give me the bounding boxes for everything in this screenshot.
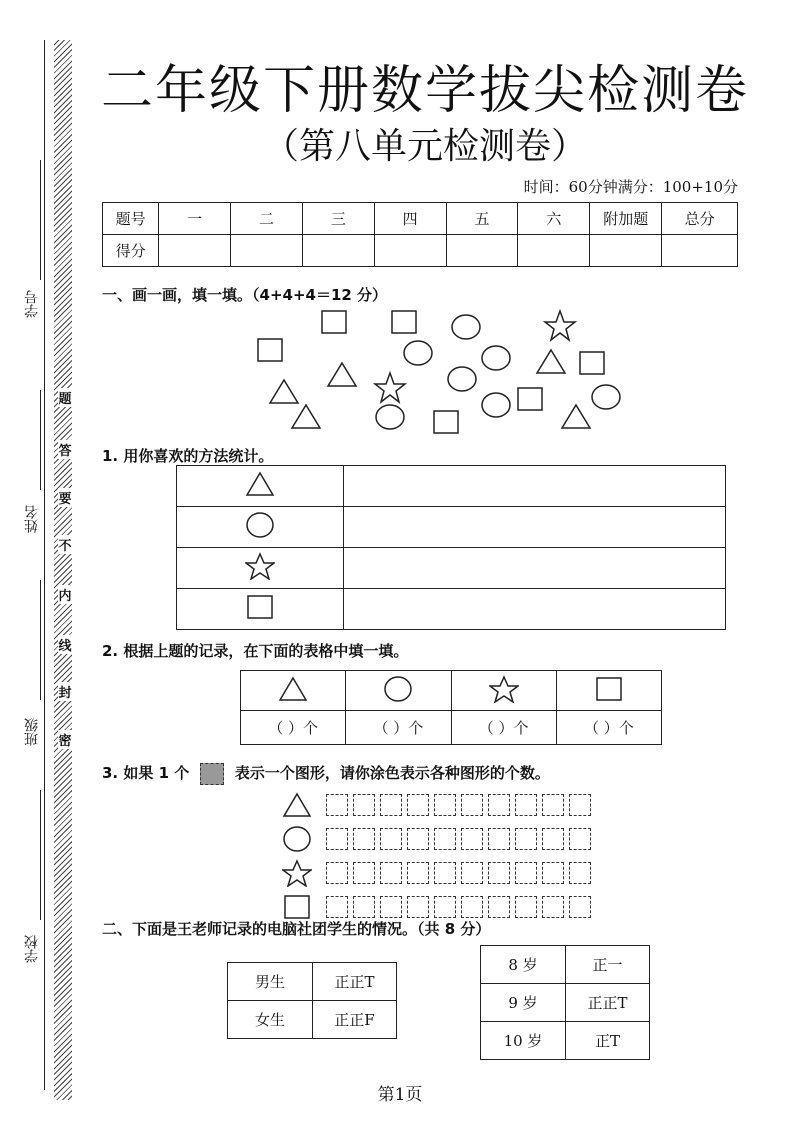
- circle-icon: [376, 405, 404, 429]
- grid-box[interactable]: [461, 794, 483, 816]
- score-cell[interactable]: [302, 235, 374, 267]
- grid-box[interactable]: [488, 794, 510, 816]
- circle-icon: [383, 675, 413, 703]
- grid-box[interactable]: [353, 828, 375, 850]
- age-tally: 正正T: [566, 984, 650, 1022]
- grid-box[interactable]: [380, 896, 402, 918]
- grid-box[interactable]: [380, 828, 402, 850]
- shape-header: [241, 671, 346, 711]
- grid-box[interactable]: [542, 896, 564, 918]
- score-cell[interactable]: [159, 235, 231, 267]
- score-row-label: 得分: [103, 235, 159, 267]
- shape-cell: [177, 548, 344, 589]
- score-header-cell: 六: [518, 203, 590, 235]
- time-info: 时间：60分钟满分：100+10分: [523, 178, 738, 196]
- school-label: 学校: [24, 935, 40, 963]
- circle-icon: [482, 393, 510, 417]
- seal-word: 线: [58, 635, 72, 654]
- count-blank[interactable]: （ ）个: [556, 711, 661, 745]
- square-icon: [258, 339, 282, 361]
- triangle-icon: [282, 792, 312, 818]
- coloring-row: [282, 856, 596, 890]
- grid-box[interactable]: [488, 862, 510, 884]
- gender-label: 女生: [228, 1001, 313, 1039]
- grid-box[interactable]: [461, 828, 483, 850]
- coloring-row: [282, 822, 596, 856]
- grid-box[interactable]: [542, 794, 564, 816]
- section-2-heading: 二、下面是王老师记录的电脑社团学生的情况。（共 8 分）: [102, 920, 491, 938]
- name-line: [40, 390, 41, 490]
- star-icon: [282, 859, 312, 887]
- square-icon: [594, 675, 624, 703]
- seal-word: 封: [58, 682, 72, 701]
- grid-box[interactable]: [569, 862, 591, 884]
- score-cell[interactable]: [446, 235, 518, 267]
- star-icon: [375, 373, 405, 402]
- grid-box[interactable]: [461, 862, 483, 884]
- grid-box[interactable]: [542, 828, 564, 850]
- tally-record-table: [176, 465, 726, 630]
- square-icon: [580, 352, 604, 374]
- student-no-label: 学号: [24, 290, 40, 318]
- score-cell[interactable]: [231, 235, 303, 267]
- name-label: 姓名: [24, 505, 40, 533]
- class-line: [40, 580, 41, 700]
- count-blank[interactable]: （ ）个: [346, 711, 451, 745]
- square-icon: [322, 311, 346, 333]
- triangle-icon: [245, 471, 275, 497]
- triangle-icon: [292, 405, 320, 428]
- shapes-collection: [240, 305, 640, 440]
- shape-header: [346, 671, 451, 711]
- age-tally-table: [480, 945, 650, 1060]
- star-icon: [545, 311, 575, 340]
- margin-border-line: [44, 40, 45, 1090]
- seal-word: 内: [58, 585, 72, 604]
- shape-cell: [177, 466, 344, 507]
- tally-input-cell[interactable]: [344, 466, 726, 507]
- grid-box[interactable]: [542, 862, 564, 884]
- score-header-cell: 附加题: [590, 203, 662, 235]
- count-blank[interactable]: （ ）个: [451, 711, 556, 745]
- page-title: 二年级下册数学拔尖检测卷: [100, 61, 749, 121]
- score-cell[interactable]: [374, 235, 446, 267]
- seal-word: 密: [58, 730, 72, 749]
- score-cell[interactable]: [662, 235, 738, 267]
- grid-box[interactable]: [353, 862, 375, 884]
- question-3: 3. 如果 1 个 表示一个图形，请你涂色表示各种图形的个数。: [102, 762, 550, 785]
- shape-header: [556, 671, 661, 711]
- age-label: 8 岁: [481, 946, 566, 984]
- grid-box[interactable]: [515, 828, 537, 850]
- circle-icon: [245, 511, 275, 539]
- grid-box[interactable]: [380, 794, 402, 816]
- circle-icon: [448, 367, 476, 391]
- grid-box[interactable]: [407, 828, 429, 850]
- grid-box[interactable]: [434, 896, 456, 918]
- score-table: [102, 202, 738, 267]
- square-icon: [518, 388, 542, 410]
- grid-box[interactable]: [569, 794, 591, 816]
- score-header-cell: 一: [159, 203, 231, 235]
- grid-box[interactable]: [326, 896, 348, 918]
- score-header-cell: 二: [231, 203, 303, 235]
- triangle-icon: [328, 363, 356, 386]
- tally-input-cell[interactable]: [344, 548, 726, 589]
- gender-tally: 正正F: [313, 1001, 397, 1039]
- grid-box[interactable]: [488, 828, 510, 850]
- age-tally: 正一: [566, 946, 650, 984]
- circle-icon: [482, 346, 510, 370]
- school-line: [40, 790, 41, 920]
- grid-box[interactable]: [407, 794, 429, 816]
- star-icon: [489, 675, 519, 703]
- grid-box[interactable]: [326, 828, 348, 850]
- grid-box[interactable]: [515, 896, 537, 918]
- grid-box[interactable]: [326, 862, 348, 884]
- grid-box[interactable]: [434, 828, 456, 850]
- grid-box[interactable]: [569, 896, 591, 918]
- score-header-cell: 三: [302, 203, 374, 235]
- grid-box[interactable]: [515, 862, 537, 884]
- coloring-grid: [282, 788, 596, 924]
- coloring-row: [282, 788, 596, 822]
- shape-cell: [177, 507, 344, 548]
- binding-hatch: [54, 40, 72, 1100]
- shape-header: [451, 671, 556, 711]
- grid-box[interactable]: [434, 862, 456, 884]
- grid-box[interactable]: [461, 896, 483, 918]
- score-cell[interactable]: [590, 235, 662, 267]
- gender-tally: 正正T: [313, 963, 397, 1001]
- triangle-icon: [278, 676, 308, 702]
- page-number: 第1页: [377, 1085, 423, 1105]
- circle-icon: [282, 825, 312, 853]
- square-icon: [245, 593, 275, 621]
- question-2: 2. 根据上题的记录，在下面的表格中填一填。: [102, 642, 409, 660]
- class-label: 班级: [24, 718, 40, 746]
- grid-box[interactable]: [569, 828, 591, 850]
- age-label: 9 岁: [481, 984, 566, 1022]
- count-table: [240, 670, 662, 745]
- square-icon: [392, 311, 416, 333]
- circle-icon: [592, 385, 620, 409]
- age-tally: 正T: [566, 1022, 650, 1060]
- star-icon: [245, 552, 275, 580]
- shaded-box-icon: [200, 763, 224, 785]
- triangle-icon: [537, 350, 565, 373]
- score-cell[interactable]: [518, 235, 590, 267]
- gender-label: 男生: [228, 963, 313, 1001]
- score-header-cell: 题号: [103, 203, 159, 235]
- grid-box[interactable]: [326, 794, 348, 816]
- score-header-cell: 四: [374, 203, 446, 235]
- triangle-icon: [270, 380, 298, 403]
- student-no-line: [40, 160, 41, 280]
- score-header-cell: 总分: [662, 203, 738, 235]
- circle-icon: [452, 315, 480, 339]
- score-header-cell: 五: [446, 203, 518, 235]
- shape-cell: [177, 589, 344, 630]
- grid-box[interactable]: [434, 794, 456, 816]
- section-1-heading: 一、画一画，填一填。（4+4+4＝12 分）: [102, 286, 388, 304]
- grid-box[interactable]: [353, 896, 375, 918]
- grid-box[interactable]: [515, 794, 537, 816]
- page-subtitle: （第八单元检测卷）: [262, 126, 587, 167]
- square-icon: [434, 411, 458, 433]
- square-icon: [282, 893, 312, 921]
- seal-word: 题: [58, 388, 72, 407]
- grid-box[interactable]: [353, 794, 375, 816]
- circle-icon: [404, 341, 432, 365]
- tally-input-cell[interactable]: [344, 589, 726, 630]
- grid-box[interactable]: [380, 862, 402, 884]
- question-1: 1. 用你喜欢的方法统计。: [102, 447, 274, 465]
- count-blank[interactable]: （ ）个: [241, 711, 346, 745]
- seal-word: 要: [58, 488, 72, 507]
- grid-box[interactable]: [407, 862, 429, 884]
- triangle-icon: [562, 405, 590, 428]
- grid-box[interactable]: [407, 896, 429, 918]
- tally-input-cell[interactable]: [344, 507, 726, 548]
- grid-box[interactable]: [488, 896, 510, 918]
- seal-word: 答: [58, 440, 72, 459]
- age-label: 10 岁: [481, 1022, 566, 1060]
- seal-word: 不: [58, 535, 72, 554]
- gender-tally-table: [227, 962, 397, 1039]
